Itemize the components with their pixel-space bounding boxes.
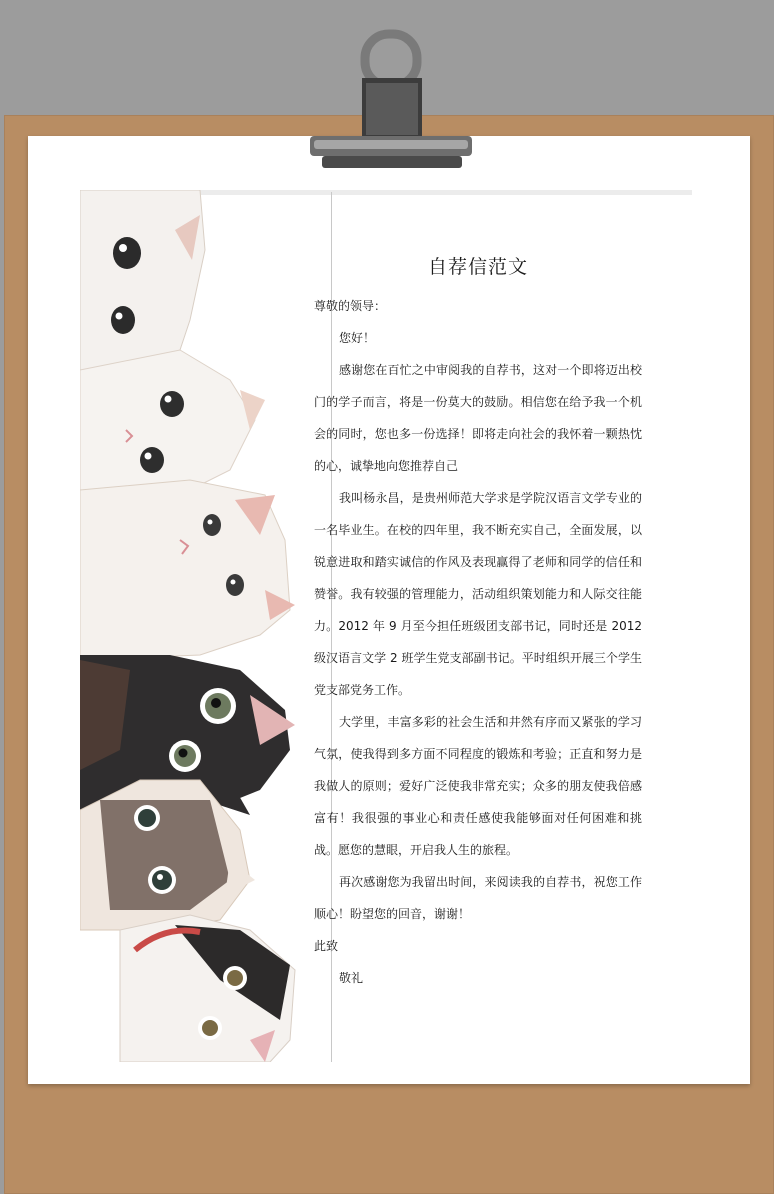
letter-body <box>314 255 642 994</box>
letter-title: 自荐信范文 <box>427 256 528 278</box>
letter-paragraph-3: 大学里，丰富多彩的社会生活和井然有序而又紧张的学习气氛，使我得到多方面不同程度的锻炼和考验；正直和努力是我做人的原则；爱好广泛使我非常充实；众多的朋友使我倍感富有！我很强的事业心和责任感使我能够面对任何困难和挑战。愿您的慧眼，开启我人生的旅程。 <box>314 715 642 857</box>
binder-clip-icon <box>310 28 475 178</box>
cats-illustration <box>80 190 300 1062</box>
letter-greeting: 您好！ <box>339 331 376 345</box>
cat-6-illustration <box>120 915 295 1062</box>
letter-closing: 此致 <box>314 939 339 953</box>
letter-paragraph-4: 再次感谢您为我留出时间，来阅读我的自荐书，祝您工作顺心！盼望您的回音，谢谢！ <box>314 875 642 921</box>
letter-paragraph-1: 感谢您在百忙之中审阅我的自荐书，这对一个即将迈出校门的学子而言，将是一份莫大的鼓励。相信您在给予我一个机会的同时，您也多一份选择！即将走向社会的我怀着一颗热忱的心，诚挚地向您推荐自己 <box>314 363 642 473</box>
letter-salutation: 尊敬的领导： <box>314 299 387 313</box>
letter-paragraph-2: 我叫杨永昌，是贵州师范大学求是学院汉语言文学专业的一名毕业生。在校的四年里，我不断充实自己，全面发展，以锐意进取和踏实诚信的作风及表现赢得了老师和同学的信任和赞誉。我有较强的管理能力，活动组织策划能力和人际交往能力。2012 年 9 月至今担任班级团支部书记，同时还是 2012 级汉语言文学 2 班学生党支部副书记。平时组织开展三个学生党支部党务工作。 <box>314 491 642 697</box>
cat-2-illustration <box>80 350 265 490</box>
cat-3-illustration <box>80 480 295 660</box>
letter-regards: 敬礼 <box>339 971 364 985</box>
